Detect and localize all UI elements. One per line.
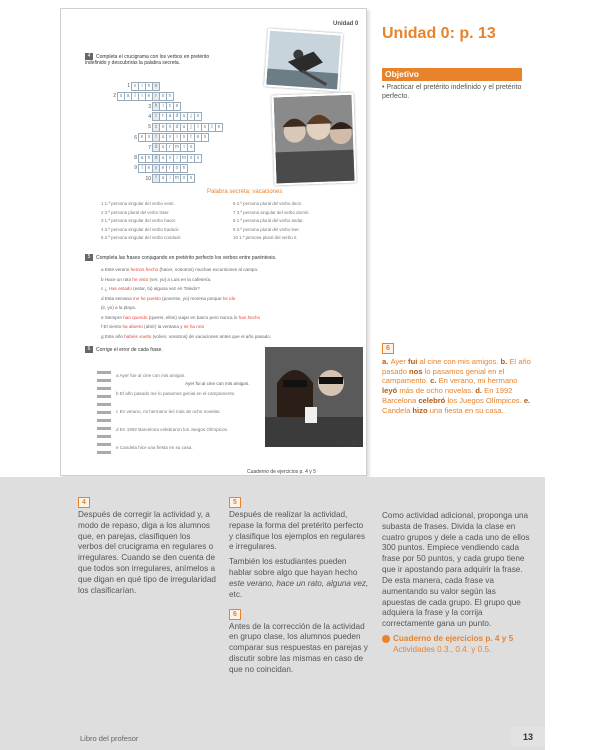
answer-letter: c. <box>430 376 439 386</box>
crossword-cell[interactable]: o <box>194 112 202 121</box>
crossword-cell[interactable]: i <box>173 154 181 163</box>
exercise-5-line <box>101 267 258 272</box>
exercise-4-instruction: Completa el crucigrama con los verbos en pretérito indefinido y descubrirás la palabra secreta. <box>85 53 210 67</box>
crossword-row-number: 2 <box>113 93 116 100</box>
answer-text: El año pasado <box>382 357 531 376</box>
bookmark-dash <box>97 451 111 454</box>
crossword-cell[interactable]: e <box>173 102 181 111</box>
clue-right: 10 1.ª persona plural del verbo ir. <box>233 235 298 241</box>
workbook-icon <box>382 635 390 643</box>
answer-text[interactable]: han hecho <box>238 314 261 320</box>
crossword-cell[interactable]: s <box>187 174 195 183</box>
crossword-row <box>141 112 202 122</box>
bookmark-dash <box>97 387 111 390</box>
bookmark-dash <box>97 403 111 406</box>
teacher-note-6-text: Antes de la corrección de la actividad en grupo clase, los alumnos pueden comparar sus respuestas en parejas y discutir sobre las mismas en caso de que no coincidan. <box>229 621 368 674</box>
crossword-cell[interactable]: u <box>159 133 167 142</box>
teacher-notes-band <box>0 477 545 750</box>
answer-key: fui <box>408 357 418 366</box>
bookmark-dash <box>97 443 111 446</box>
exercise-6-line: a Ayer fue al cine con mis amigos. <box>116 373 186 378</box>
crossword-cell[interactable]: o <box>180 174 188 183</box>
line-text: f El viento <box>101 324 123 329</box>
crossword-cell[interactable]: a <box>138 154 146 163</box>
bookmark-dash <box>97 379 111 382</box>
cinema-photo-image <box>265 347 363 447</box>
crossword-cell[interactable]: m <box>174 175 180 182</box>
crossword-row <box>106 91 174 101</box>
exercise-5-line <box>101 315 260 320</box>
line-text: (ponerse, yo) morena porque <box>162 295 223 301</box>
exercise-5-line <box>101 305 136 310</box>
exercise-5-number: 5 <box>85 254 93 261</box>
crossword-cell[interactable]: j <box>187 112 195 121</box>
cinema-photo <box>265 347 363 447</box>
crossword-cell[interactable]: e <box>152 82 160 91</box>
crossword-row <box>120 81 160 91</box>
bookmark-dash <box>97 419 111 422</box>
exercise-5-line <box>101 334 271 339</box>
answer-letter: b. <box>500 357 510 366</box>
answer-text: una fiesta en su casa. <box>427 405 504 415</box>
crossword-cell[interactable]: u <box>180 123 188 132</box>
teacher-note-5-text-b <box>229 557 369 600</box>
crossword-cell[interactable]: h <box>152 102 160 111</box>
crossword-cell[interactable]: n <box>145 154 153 163</box>
crossword-cell[interactable]: i <box>138 82 146 91</box>
answer-text[interactable]: han querido <box>123 314 149 320</box>
teacher-note-5-badge: 5 <box>229 497 241 508</box>
clue-left: 5 2.ª persona singular del verbo conducir. <box>101 235 182 241</box>
clue-left: 1 1.ª persona singular del verbo venir. <box>101 201 175 206</box>
crossword-cell[interactable]: i <box>159 102 167 111</box>
crossword-cell[interactable]: r <box>166 143 174 152</box>
answer-text: En verano, mi hermano <box>438 376 518 386</box>
crossword-row <box>127 153 202 163</box>
crossword-cell[interactable]: n <box>180 164 188 173</box>
teacher-note-5-text-a: Después de realizar la actividad, repase la forma del pretérito perfecto y clasifique los ejemplos en regulares e irregulares. <box>229 510 366 552</box>
answer-text: lo pasamos genial en el campamento. <box>382 366 505 386</box>
answer-text: más de ocho novelas. <box>397 386 476 396</box>
answer-text[interactable]: he visto <box>132 276 150 282</box>
crossword-row-number: 4 <box>148 113 151 120</box>
clue-right: 7 3.ª persona singular del verbo dormir. <box>233 209 310 215</box>
answer-letter: e. <box>523 395 531 405</box>
crossword-row <box>141 102 181 112</box>
crossword-cell[interactable]: o <box>187 143 195 152</box>
bookmark-dash <box>97 435 111 438</box>
line-text: b Hace un rato <box>101 276 133 282</box>
crossword-cell[interactable]: c <box>166 102 174 111</box>
teacher-note-5-text-b-pre: También los estudiantes pueden hablar sobre algo que hayan hecho <box>229 557 358 578</box>
crossword-cell[interactable]: o <box>187 154 195 163</box>
clue-right: 9 3.ª persona plural del verbo leer. <box>233 226 300 232</box>
exercise-5-heading <box>85 254 355 261</box>
crossword-cell[interactable]: i <box>138 92 146 101</box>
teacher-note-4-badge: 4 <box>78 497 90 508</box>
answer-text: los Juegos Olímpicos. <box>445 395 524 405</box>
exercise-6-line: d En 1992 Barcelona celebraron los Juegos Olímpicos. <box>116 427 229 432</box>
clue-left: 3 1.ª persona singular del verbo hacer. <box>101 218 177 224</box>
exercise-5-instruction: Completa las frases conjugando en pretérito perfecto los verbos entre paréntesis. <box>96 254 277 261</box>
crossword-cell[interactable]: l <box>131 92 139 101</box>
crossword-cell[interactable]: o <box>159 92 167 101</box>
unit-tag: Unidad 0 <box>333 21 359 27</box>
answer-key: leyó <box>382 386 398 396</box>
book-page-number: 13 <box>351 441 358 447</box>
crossword-cell[interactable]: e <box>159 164 167 173</box>
answer-key: hizo <box>412 405 428 415</box>
crossword-cell[interactable]: y <box>152 164 160 173</box>
exercise-6-number: 6 <box>85 346 93 353</box>
teacher-note-5-text-b-post: etc. <box>229 589 243 599</box>
crossword-cell[interactable]: i <box>180 143 188 152</box>
exercise-6-instruction: Corrige el error de cada frase. <box>96 346 163 353</box>
line-text: (abrir) la ventana y <box>144 324 184 329</box>
friends-photo <box>271 93 356 186</box>
teacher-note-6-badge: 6 <box>229 609 241 620</box>
bookmark-dash <box>97 411 111 414</box>
crossword-row <box>127 163 188 173</box>
student-book-page <box>60 8 367 476</box>
line-text: (hacer, nosotros) muchas excursiones al campo. <box>159 267 259 272</box>
answer-text[interactable]: habéis vuelto <box>124 333 153 339</box>
crossword-cell[interactable]: u <box>159 143 167 152</box>
exercise-6-line: c En verano, mi hermano leó más de ocho novelas. <box>116 409 221 414</box>
crossword-row-number: 10 <box>145 175 151 182</box>
line-text: g Este año <box>101 333 125 339</box>
crossword-cell[interactable]: n <box>166 123 174 132</box>
answer-text: Candela <box>382 405 413 415</box>
crossword-cell[interactable]: d <box>152 143 160 152</box>
crossword-row <box>127 133 209 143</box>
beach-photo <box>264 28 343 91</box>
exercise-4-number: 4 <box>85 53 93 60</box>
handwritten-correction: Ayer fui al cine con mis amigos. <box>185 381 250 386</box>
crossword-cell[interactable]: a <box>166 112 174 121</box>
exercise-5-line <box>101 286 200 291</box>
answer-text[interactable]: he ido <box>222 295 236 301</box>
crossword-row <box>141 143 195 153</box>
crossword-cell[interactable]: u <box>180 112 188 121</box>
crossword-cell[interactable]: s <box>194 154 202 163</box>
answer-text[interactable]: se ha roto <box>183 324 205 329</box>
exercise-6-line: e Candela hice una fiesta en su casa. <box>116 445 193 450</box>
clue-right: 8 1.ª persona plural del verbo andar. <box>233 218 304 224</box>
crossword-cell[interactable]: s <box>180 133 188 142</box>
exercise-5-line <box>101 324 204 329</box>
line-text: d Esta semana <box>101 295 133 301</box>
book-page-word: trece <box>336 441 350 447</box>
crossword-cell[interactable]: s <box>145 133 153 142</box>
line-text: a Este verano <box>101 267 131 272</box>
crossword-row-number: 7 <box>148 144 151 151</box>
crossword-cell[interactable]: u <box>159 174 167 183</box>
crossword-cell[interactable]: e <box>194 133 202 142</box>
crossword-cell[interactable]: l <box>138 164 146 173</box>
crossword-cell[interactable]: r <box>159 112 167 121</box>
crossword-cell[interactable]: t <box>152 133 160 142</box>
friends-photo-image <box>274 95 357 186</box>
answers-text <box>382 357 532 415</box>
workbook-title: Cuaderno de ejercicios p. 4 y 5 <box>393 634 514 644</box>
crossword-cell[interactable]: j <box>187 123 195 132</box>
crossword-cell[interactable]: o <box>159 123 167 132</box>
answer-text: Ayer <box>390 357 409 366</box>
book-page-label <box>336 441 358 447</box>
exercise-5-line <box>101 296 235 301</box>
answer-letter: a. <box>382 357 391 366</box>
line-text: e Siempre <box>101 314 124 320</box>
crossword-cell[interactable]: d <box>152 154 160 163</box>
teacher-additional-activity: Como actividad adicional, proponga una subasta de frases. Divida la clase en cuatro grupos y dele a cada uno de ellos 300 puntos. Empiece vendiendo cada frase por 50 puntos, y cada grupo tiene que ir apostando para adquirir la frase. De esta manera, cada frase va aumentando su valor según las apuestas de cada grupo. El grupo que adquiera la frase y la corrija correctamente gana un punto. <box>382 511 530 629</box>
line-text: (estar, tú) alguna vez en Toledo? <box>133 286 200 291</box>
crossword-cell[interactable]: e <box>145 92 153 101</box>
answer-text: al cine con mis amigos. <box>417 357 501 366</box>
answer-key: nos <box>409 366 423 376</box>
crossword-cell[interactable]: s <box>117 92 125 101</box>
crossword-row-number: 6 <box>134 134 137 141</box>
answer-letter: d. <box>475 386 485 396</box>
crossword-row-number: 5 <box>148 124 151 131</box>
exercise-4-heading <box>85 53 215 66</box>
crossword-cell[interactable]: a <box>124 92 132 101</box>
footer-page-number: 13 <box>511 727 545 747</box>
teacher-col-1 <box>78 497 216 601</box>
crossword-cell[interactable]: m <box>181 154 187 161</box>
crossword-cell[interactable]: e <box>145 164 153 173</box>
objective-label: Objetivo <box>382 68 522 81</box>
crossword-cell[interactable]: s <box>201 133 209 142</box>
crossword-cell[interactable]: c <box>152 123 160 132</box>
crossword-cell[interactable]: n <box>166 92 174 101</box>
answer-key: celebró <box>418 395 446 405</box>
crossword-cell[interactable]: d <box>173 123 181 132</box>
line-text: c ¿ <box>101 286 109 291</box>
bookmark-dash <box>97 395 111 398</box>
exercise-6-line: b El año pasado me lo pasamos genial en el campamento. <box>116 391 236 396</box>
crossword-cell[interactable]: v <box>131 82 139 91</box>
answers-number-badge: 6 <box>382 343 394 354</box>
objective-text: • Practicar el pretérito indefinido y el pretérito perfecto. <box>382 84 522 100</box>
line-text: (volver, vosotros) de vacaciones antes que el año pasado. <box>152 333 272 339</box>
answer-text[interactable]: me he puesto <box>132 295 163 301</box>
answer-text[interactable]: ha abierto <box>122 324 145 329</box>
teacher-note-4-text: Después de corregir la actividad y, a modo de repaso, diga a los alumnos que, en parejas, clasifiquen los verbos del crucigrama en regulares o irregulares. Cuando se den cuenta de que todos son irregulares, anímelos a que digan en qué tipo de irregularidad los clasificarían. <box>78 510 216 595</box>
teacher-note-5-text-b-ital: este verano, hace un rato, alguna vez, <box>229 578 369 588</box>
answer-text[interactable]: Has estado <box>108 286 134 291</box>
crossword-cell[interactable]: v <box>166 133 174 142</box>
crossword-cell[interactable]: t <box>187 133 195 142</box>
crossword-cell[interactable]: m <box>174 144 180 151</box>
line-text: (ir, yo) a la playa. <box>101 305 136 310</box>
crossword-cell[interactable]: t <box>208 123 216 132</box>
bookmark-dash <box>97 371 111 374</box>
crossword-cell[interactable]: e <box>215 123 223 132</box>
crossword-cell[interactable]: n <box>145 82 153 91</box>
crossword-cell[interactable]: s <box>201 123 209 132</box>
teacher-col-3 <box>382 511 530 656</box>
answer-text: En 1992 Barcelona <box>382 386 513 405</box>
crossword-cell[interactable]: i <box>173 133 181 142</box>
beach-photo-image <box>266 31 343 92</box>
footer-book-label: Libro del profesor <box>80 734 139 743</box>
crossword-row-number: 9 <box>134 165 137 172</box>
workbook-reference: Cuaderno de ejercicios p. 4 y 5 <box>247 469 316 475</box>
exercise-5-line <box>101 277 211 282</box>
crossword-cell[interactable]: r <box>152 92 160 101</box>
workbook-block <box>382 634 530 645</box>
clue-right: 6 2.ª persona plural del verbo decir. <box>233 201 302 206</box>
crossword-row-number: 1 <box>127 83 130 89</box>
crossword-cell[interactable]: o <box>173 164 181 173</box>
crossword-row <box>141 174 195 184</box>
crossword-cell[interactable]: v <box>166 154 174 163</box>
line-text: (ver, yo) a Luis en la cafetería. <box>149 276 212 282</box>
crossword-cell[interactable]: u <box>159 154 167 163</box>
crossword-cell[interactable]: r <box>166 164 174 173</box>
crossword-cell[interactable]: i <box>166 174 174 183</box>
crossword-cell[interactable]: i <box>194 123 202 132</box>
crossword-cell[interactable]: f <box>152 174 160 183</box>
bookmark-dash <box>97 427 111 430</box>
answer-text[interactable]: hemos hecho <box>130 267 160 272</box>
crossword-row-number: 3 <box>148 103 151 110</box>
crossword-cell[interactable]: t <box>152 112 160 121</box>
unit-title: Unidad 0: p. 13 <box>382 25 496 42</box>
crossword-cell[interactable]: e <box>138 133 146 142</box>
crossword-row-number: 8 <box>134 155 137 162</box>
teacher-col-2 <box>229 497 369 680</box>
secret-word: Palabra secreta: vacaciones <box>207 189 283 195</box>
crossword-cell[interactable]: d <box>173 112 181 121</box>
exercise-6-heading <box>85 346 235 353</box>
clue-left: 2 3.ª persona plural del verbo traer. <box>101 209 170 215</box>
line-text: (querer, ellos) viajar en barco pero nunca lo <box>148 314 239 320</box>
workbook-activities: Actividades 0.3., 0.4. y 0.5. <box>393 644 492 654</box>
clue-left: 4 3.ª persona singular del verbo traducir. <box>101 226 180 232</box>
crossword-row <box>141 122 223 132</box>
